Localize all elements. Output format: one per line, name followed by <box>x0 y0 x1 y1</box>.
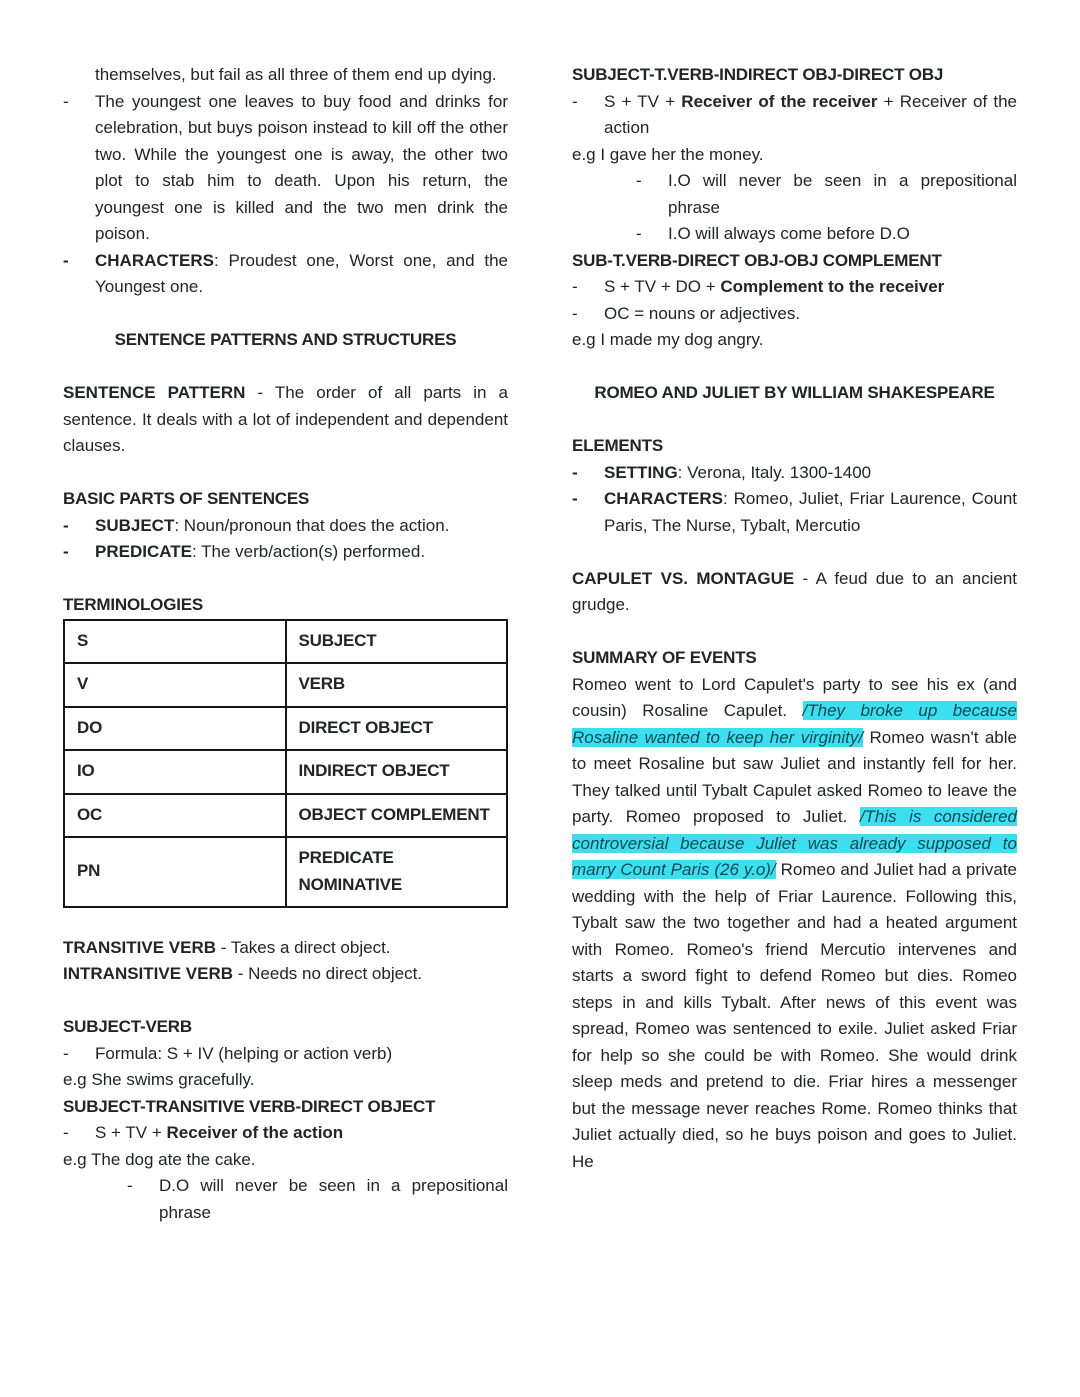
table-abbr-cell: IO <box>64 750 286 794</box>
paragraph <box>63 380 508 460</box>
spacer <box>63 301 508 328</box>
text-segment: + Receiver of the action <box>604 91 1017 137</box>
text-segment: SUBJECT <box>95 515 175 535</box>
table-row <box>64 837 507 907</box>
bullet-text <box>95 1120 508 1147</box>
paragraph <box>572 566 1017 619</box>
spacer <box>63 566 508 593</box>
table-row <box>64 663 507 707</box>
section-heading: SUBJECT-VERB <box>63 1017 192 1036</box>
text-segment: themselves, but fail as all three of them end up dying. <box>95 65 497 84</box>
section-heading: SUB-T.VERB-DIRECT OBJ-OBJ COMPLEMENT <box>572 250 942 270</box>
bullet-item <box>572 486 1017 539</box>
paragraph <box>63 1147 508 1174</box>
table-term-cell: PREDICATE NOMINATIVE <box>286 837 508 907</box>
bullet-item <box>63 1120 508 1147</box>
left-column <box>63 62 508 1377</box>
bullet-item <box>572 89 1017 142</box>
text-segment: e.g The dog ate the cake. <box>63 1149 256 1169</box>
text-segment: Formula: S + IV (helping or action verb) <box>95 1043 393 1063</box>
table-abbr-cell: PN <box>64 837 286 907</box>
bullet-item <box>572 301 1017 328</box>
text-segment: : Noun/pronoun that does the action. <box>174 515 450 535</box>
text-segment: PREDICATE <box>95 542 192 561</box>
bullet-text <box>668 168 1017 221</box>
table-row <box>64 750 507 794</box>
bullet-dash: - <box>127 1176 133 1195</box>
bullet-dash: - <box>572 303 578 323</box>
sub-bullet-item <box>127 1173 508 1226</box>
text-segment: Romeo wasn't able to meet Rosaline but saw Juliet and instantly fell for her. They talked until Tybalt Capulet asked Romeo to leave the party. Romeo proposed to Juliet. <box>572 727 1017 826</box>
text-segment: CHARACTERS <box>95 250 214 270</box>
paragraph <box>63 961 508 988</box>
sub-bullet-item <box>636 168 1017 221</box>
bullet-dash: - <box>636 224 642 243</box>
bullet-dash: - <box>572 462 578 482</box>
text-segment: CHARACTERS <box>604 489 723 508</box>
bullet-item <box>63 248 508 301</box>
bullet-item <box>63 89 508 248</box>
text-segment: Romeo and Juliet had a private wedding with the help of Friar Laurence. Following this, Tybalt saw the two together and had a heated argument with Romeo. Romeo's friend Mercutio intervenes and starts a sword fight to defend Romeo but dies. Romeo steps in and kills Tybalt. After news of this event was spread, Romeo was sentenced to exile. Juliet asked Friar for help so she could be with Romeo. She would drink sleep meds and pretend to die. Friar hires a messenger but the message never reaches Rome. Romeo thinks that Juliet actually died, so he buys poison and goes to Juliet. He <box>572 860 1017 1171</box>
bullet-dash: - <box>636 171 642 190</box>
spacer <box>572 619 1017 646</box>
bullet-dash: - <box>572 277 578 296</box>
section-heading: SUBJECT-T.VERB-INDIRECT OBJ-DIRECT OBJ <box>572 65 944 84</box>
text-segment: : Romeo, Juliet, Friar Laurence, Count Paris, The Nurse, Tybalt, Mercutio <box>604 489 1017 535</box>
spacer <box>63 354 508 381</box>
bullet-dash: - <box>63 250 69 270</box>
text-segment: - Needs no direct object. <box>233 964 423 983</box>
text-segment: Complement to the receiver <box>720 277 945 296</box>
bullet-dash: - <box>63 91 69 111</box>
bullet-text <box>95 62 508 89</box>
text-segment: : Proudest one, Worst one, and the Youngest one. <box>95 250 508 296</box>
text-segment: The youngest one leaves to buy food and drinks for celebration, but buys poison instead to kill off the other two. While the youngest one is away, the other two plot to stab him to death. Upon his return, the youngest one is killed and the two men drink the poison. <box>95 91 508 243</box>
paragraph <box>572 142 1017 169</box>
bullet-item <box>572 274 1017 301</box>
paragraph <box>572 672 1017 1176</box>
text-segment: I.O will always come before D.O <box>668 224 910 243</box>
spacer <box>572 407 1017 434</box>
text-segment: - Takes a direct object. <box>216 937 391 957</box>
bullet-text <box>95 1041 508 1068</box>
bullet-text <box>95 248 508 301</box>
bullet-dash <box>63 62 95 89</box>
section-heading: SUMMARY OF EVENTS <box>572 648 757 667</box>
text-segment: D.O will never be seen in a prepositional phrase <box>159 1176 508 1222</box>
table-term-cell: INDIRECT OBJECT <box>286 750 508 794</box>
text-segment: S + TV + <box>95 1123 167 1142</box>
bullet-text <box>604 301 1017 328</box>
text-segment: I.O will never be seen in a prepositional phrase <box>668 171 1017 217</box>
paragraph <box>572 327 1017 354</box>
spacer <box>572 539 1017 566</box>
sub-bullet-item <box>636 221 1017 248</box>
highlight-segment: /They broke up because Rosaline wanted to keep her virginity/ <box>572 701 1017 747</box>
bullet-dash: - <box>63 515 69 535</box>
right-column <box>572 62 1017 1377</box>
table-term-cell: SUBJECT <box>286 620 508 664</box>
section-heading: SENTENCE PATTERNS AND STRUCTURES <box>114 330 457 349</box>
text-segment: : Verona, Italy. 1300-1400 <box>677 462 872 482</box>
table-abbr-cell: DO <box>64 707 286 751</box>
text-segment: CAPULET VS. MONTAGUE <box>572 568 795 588</box>
text-segment: Receiver of the receiver <box>681 91 878 111</box>
table-abbr-cell: S <box>64 620 286 664</box>
bullet-text <box>668 221 1017 248</box>
table-abbr-cell: OC <box>64 794 286 838</box>
bullet-text <box>159 1173 508 1226</box>
bullet-dash: - <box>572 91 578 111</box>
bullet-text <box>604 460 1017 487</box>
bullet-dash: - <box>572 489 578 508</box>
bullet-item <box>63 513 508 540</box>
spacer <box>63 908 508 935</box>
table-row <box>64 707 507 751</box>
bullet-text <box>604 274 1017 301</box>
bullet-text <box>604 89 1017 142</box>
spacer <box>572 354 1017 381</box>
spacer <box>63 988 508 1015</box>
text-segment: SENTENCE PATTERN <box>63 383 246 402</box>
table-row <box>64 620 507 664</box>
text-segment: S + TV + <box>604 91 682 111</box>
paragraph <box>63 935 508 962</box>
table-term-cell: OBJECT COMPLEMENT <box>286 794 508 838</box>
highlight-segment: /This is considered controversial because Juliet was already supposed to marry Count Paris (26 y.o)/ <box>572 807 1017 879</box>
text-segment: Romeo went to Lord Capulet's party to see his ex (and cousin) Rosaline Capulet. <box>572 674 1017 720</box>
bullet-dash: - <box>63 542 69 561</box>
table-abbr-cell: V <box>64 663 286 707</box>
bullet-text <box>95 539 508 566</box>
bullet-item <box>572 460 1017 487</box>
bullet-text <box>95 89 508 248</box>
section-heading: BASIC PARTS OF SENTENCES <box>63 489 310 508</box>
section-heading: ROMEO AND JULIET BY WILLIAM SHAKESPEARE <box>594 383 995 402</box>
bullet-item <box>63 1041 508 1068</box>
text-segment: Receiver of the action <box>166 1123 344 1142</box>
text-segment: e.g I made my dog angry. <box>572 330 764 349</box>
text-segment: S + TV + DO + <box>604 277 721 296</box>
table-term-cell: DIRECT OBJECT <box>286 707 508 751</box>
paragraph <box>63 1067 508 1094</box>
text-segment: SETTING <box>604 462 678 482</box>
terminology-table <box>63 619 508 909</box>
section-heading: SUBJECT-TRANSITIVE VERB-DIRECT OBJECT <box>63 1096 436 1116</box>
text-segment: - A feud due to an ancient grudge. <box>572 568 1017 614</box>
bullet-dash: - <box>63 1043 69 1063</box>
table-term-cell: VERB <box>286 663 508 707</box>
bullet-text <box>604 486 1017 539</box>
section-heading: ELEMENTS <box>572 436 663 455</box>
text-segment: e.g I gave her the money. <box>572 144 764 164</box>
table-row <box>64 794 507 838</box>
section-heading: TERMINOLOGIES <box>63 595 204 614</box>
spacer <box>63 460 508 487</box>
bullet-dash: - <box>63 1123 69 1142</box>
text-segment: OC = nouns or adjectives. <box>604 303 801 323</box>
text-segment: e.g She swims gracefully. <box>63 1070 255 1089</box>
text-segment: - The order of all parts in a sentence. It deals with a lot of independent and dependent clauses. <box>63 383 508 455</box>
bullet-item <box>63 539 508 566</box>
bullet-item <box>63 62 508 89</box>
bullet-text <box>95 513 508 540</box>
text-segment: : The verb/action(s) performed. <box>191 542 426 561</box>
text-segment: INTRANSITIVE VERB <box>63 964 234 983</box>
text-segment: TRANSITIVE VERB <box>63 937 217 957</box>
